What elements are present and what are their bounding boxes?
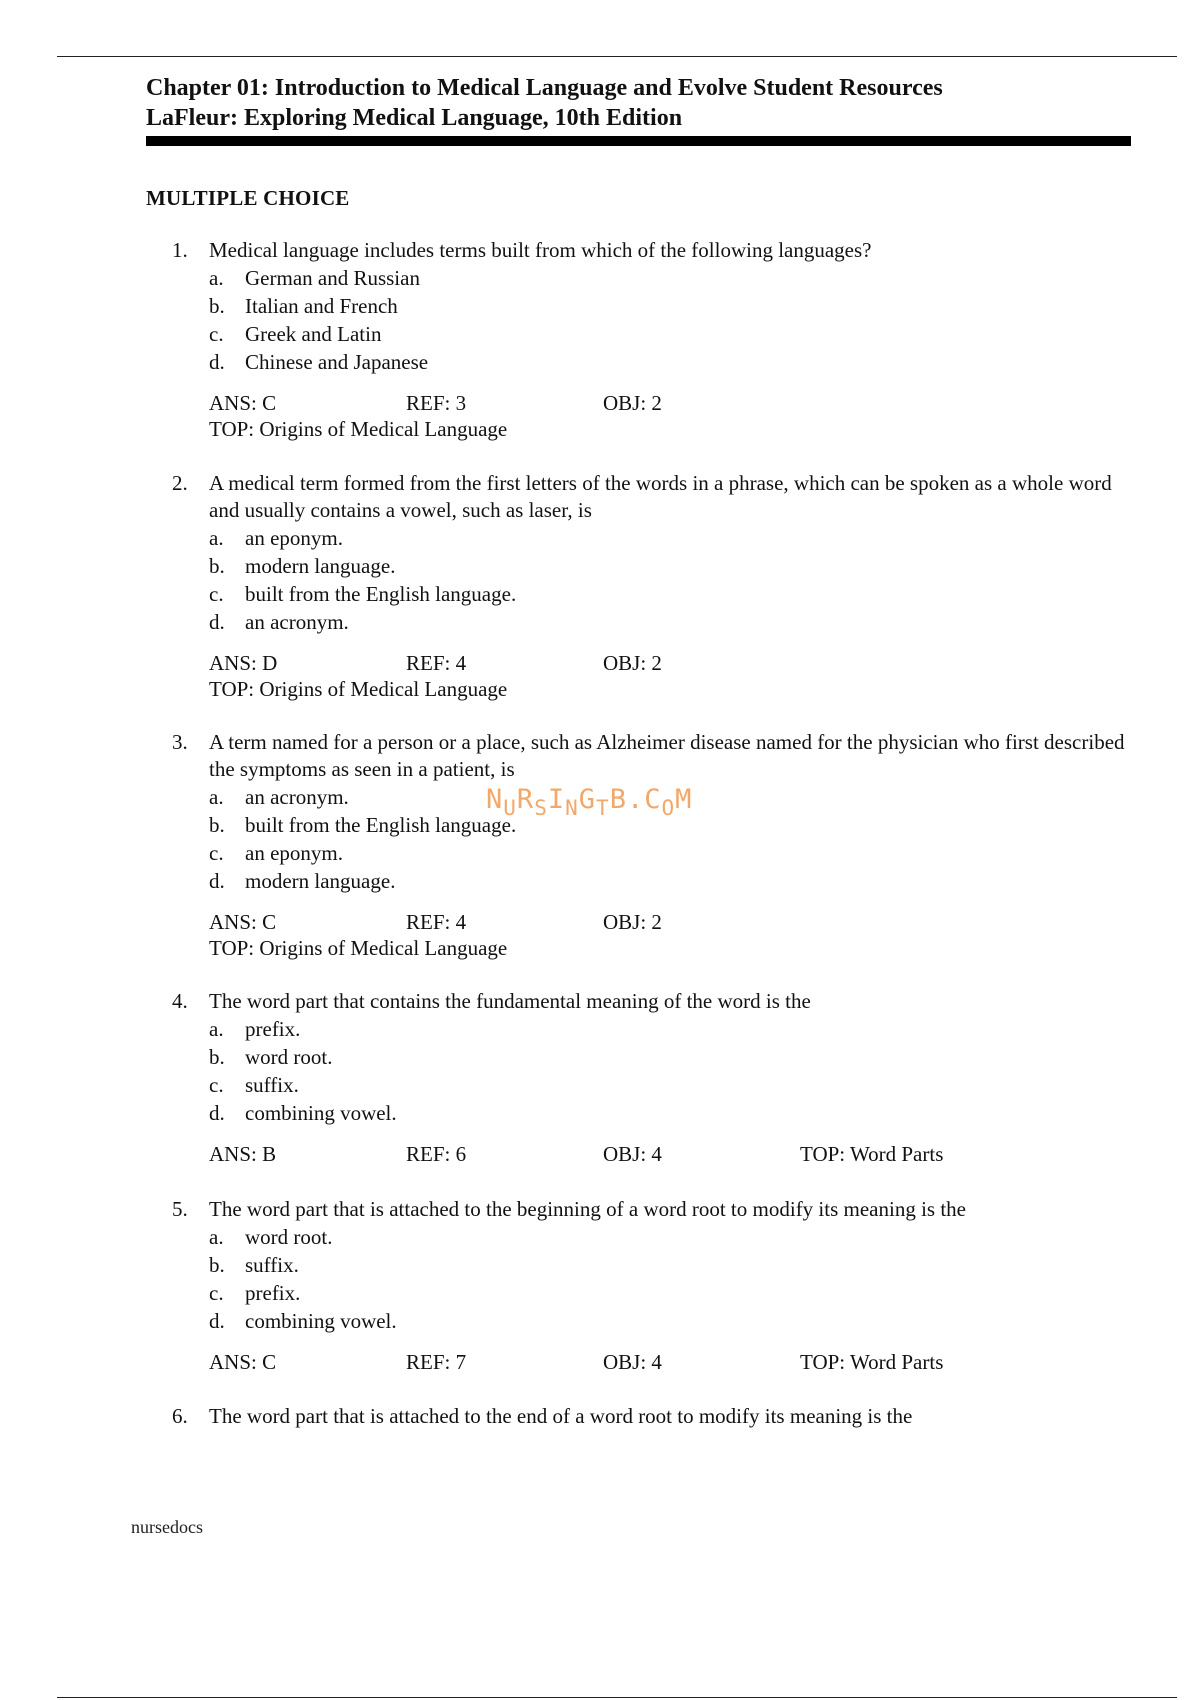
header-rule	[146, 136, 1131, 146]
options-list	[209, 1015, 1132, 1127]
watermark-char: U	[503, 796, 517, 820]
option-text: Italian and French	[245, 294, 398, 318]
option-text: prefix.	[245, 1281, 301, 1305]
option-a	[209, 264, 1132, 292]
watermark-char: I	[547, 784, 566, 815]
objective: OBJ: 2	[603, 651, 662, 675]
watermark-char: N	[486, 784, 504, 815]
reference: REF: 6	[406, 1142, 467, 1166]
watermark-char: O	[661, 796, 676, 820]
option-letter: d.	[209, 869, 225, 893]
option-letter: a.	[209, 526, 224, 550]
reference: REF: 4	[406, 910, 467, 934]
answer: ANS: D	[209, 651, 278, 675]
option-d	[209, 1307, 1132, 1335]
question-number: 1.	[172, 238, 188, 262]
option-d	[209, 348, 1132, 376]
option-c	[209, 839, 1132, 867]
objective: OBJ: 4	[603, 1350, 662, 1374]
option-text: word root.	[245, 1225, 333, 1249]
question-5	[172, 1196, 1132, 1375]
option-letter: b.	[209, 1253, 225, 1277]
answer-meta	[209, 909, 1132, 961]
option-d	[209, 1099, 1132, 1127]
option-text: combining vowel.	[245, 1101, 397, 1125]
option-a	[209, 1015, 1132, 1043]
question-stem	[172, 988, 1132, 1015]
question-stem	[172, 729, 1132, 783]
question-4	[172, 988, 1132, 1167]
answer: ANS: C	[209, 1350, 277, 1374]
option-letter: a.	[209, 1225, 224, 1249]
question-2	[172, 470, 1132, 702]
answer-meta	[209, 650, 1132, 702]
question-1	[172, 237, 1132, 442]
watermark-char: N	[565, 796, 579, 820]
option-c	[209, 320, 1132, 348]
option-text: prefix.	[245, 1017, 301, 1041]
reference: REF: 4	[406, 651, 467, 675]
document-header	[146, 73, 1131, 146]
watermark-char: B	[609, 784, 627, 815]
question-text: Medical language includes terms built from which of the following languages?	[209, 238, 872, 262]
option-text: an acronym.	[245, 610, 349, 634]
option-text: built from the English language.	[245, 582, 517, 606]
question-number: 6.	[172, 1404, 188, 1428]
option-letter: a.	[209, 1017, 224, 1041]
option-letter: c.	[209, 1073, 224, 1097]
reference: REF: 7	[406, 1350, 467, 1374]
option-text: an eponym.	[245, 526, 343, 550]
answer-meta	[209, 390, 1132, 442]
question-text: The word part that contains the fundamental meaning of the word is the	[209, 989, 811, 1013]
question-text: The word part that is attached to the beginning of a word root to modify its meaning is the	[209, 1197, 966, 1221]
option-b	[209, 1043, 1132, 1071]
option-text: German and Russian	[245, 266, 420, 290]
topic: TOP: Origins of Medical Language	[209, 417, 508, 441]
option-c	[209, 580, 1132, 608]
reference: REF: 3	[406, 391, 467, 415]
objective: OBJ: 4	[603, 1142, 662, 1166]
question-stem	[172, 237, 1132, 264]
answer: ANS: C	[209, 910, 277, 934]
question-text: The word part that is attached to the end of a word root to modify its meaning is the	[209, 1404, 913, 1428]
option-text: modern language.	[245, 554, 396, 578]
option-letter: a.	[209, 785, 224, 809]
bottom-rule	[57, 1697, 1177, 1698]
answer-meta	[209, 1141, 1132, 1167]
question-number: 5.	[172, 1197, 188, 1221]
option-c	[209, 1071, 1132, 1099]
option-letter: d.	[209, 610, 225, 634]
option-letter: d.	[209, 350, 225, 374]
options-list	[209, 1223, 1132, 1335]
answer: ANS: B	[209, 1142, 277, 1166]
option-d	[209, 867, 1132, 895]
option-a	[209, 1223, 1132, 1251]
section-heading: MULTIPLE CHOICE	[146, 186, 350, 210]
question-stem	[172, 470, 1132, 524]
option-letter: d.	[209, 1309, 225, 1333]
option-letter: c.	[209, 841, 224, 865]
question-number: 3.	[172, 730, 188, 754]
option-d	[209, 608, 1132, 636]
option-b	[209, 1251, 1132, 1279]
watermark-char: .C	[626, 784, 662, 815]
top-rule	[57, 56, 1177, 57]
objective: OBJ: 2	[603, 391, 662, 415]
footer-brand: nursedocs	[131, 1517, 203, 1537]
option-text: combining vowel.	[245, 1309, 397, 1333]
watermark-char: G	[578, 784, 597, 815]
option-text: built from the English language.	[245, 813, 517, 837]
option-text: suffix.	[245, 1073, 299, 1097]
option-b	[209, 552, 1132, 580]
watermark-char: R	[516, 784, 535, 815]
question-3	[172, 729, 1132, 961]
options-list	[209, 524, 1132, 636]
watermark-char: S	[534, 796, 548, 820]
watermark-char: M	[675, 784, 693, 815]
chapter-title: Chapter 01: Introduction to Medical Language and Evolve Student Resources	[146, 75, 943, 101]
topic: TOP: Word Parts	[800, 1350, 944, 1374]
question-stem	[172, 1403, 1132, 1430]
site-watermark	[486, 784, 693, 820]
option-text: suffix.	[245, 1253, 299, 1277]
topic: TOP: Origins of Medical Language	[209, 677, 508, 701]
answer-meta	[209, 1349, 1132, 1375]
option-letter: b.	[209, 554, 225, 578]
option-c	[209, 1279, 1132, 1307]
book-title: LaFleur: Exploring Medical Language, 10th Edition	[146, 105, 683, 131]
option-letter: a.	[209, 266, 224, 290]
option-letter: b.	[209, 1045, 225, 1069]
option-a	[209, 524, 1132, 552]
option-text: word root.	[245, 1045, 333, 1069]
topic: TOP: Word Parts	[800, 1142, 944, 1166]
topic: TOP: Origins of Medical Language	[209, 936, 508, 960]
option-text: Chinese and Japanese	[245, 350, 429, 374]
answer: ANS: C	[209, 391, 277, 415]
option-text: modern language.	[245, 869, 396, 893]
question-number: 2.	[172, 471, 188, 495]
option-text: an acronym.	[245, 785, 349, 809]
option-text: an eponym.	[245, 841, 343, 865]
option-text: Greek and Latin	[245, 322, 382, 346]
question-text: A medical term formed from the first letters of the words in a phrase, which can be spoken as a whole word and usually contains a vowel, such as laser, is	[209, 471, 1112, 522]
option-letter: c.	[209, 322, 224, 346]
question-text: A term named for a person or a place, such as Alzheimer disease named for the physician who first described the symptoms as seen in a patient, is	[209, 730, 1125, 781]
question-number: 4.	[172, 989, 188, 1013]
option-letter: c.	[209, 1281, 224, 1305]
question-6	[172, 1403, 1132, 1430]
option-letter: b.	[209, 813, 225, 837]
option-letter: d.	[209, 1101, 225, 1125]
option-letter: b.	[209, 294, 225, 318]
objective: OBJ: 2	[603, 910, 662, 934]
option-letter: c.	[209, 582, 224, 606]
option-b	[209, 292, 1132, 320]
watermark-char: T	[596, 796, 610, 820]
options-list	[209, 264, 1132, 376]
question-stem	[172, 1196, 1132, 1223]
